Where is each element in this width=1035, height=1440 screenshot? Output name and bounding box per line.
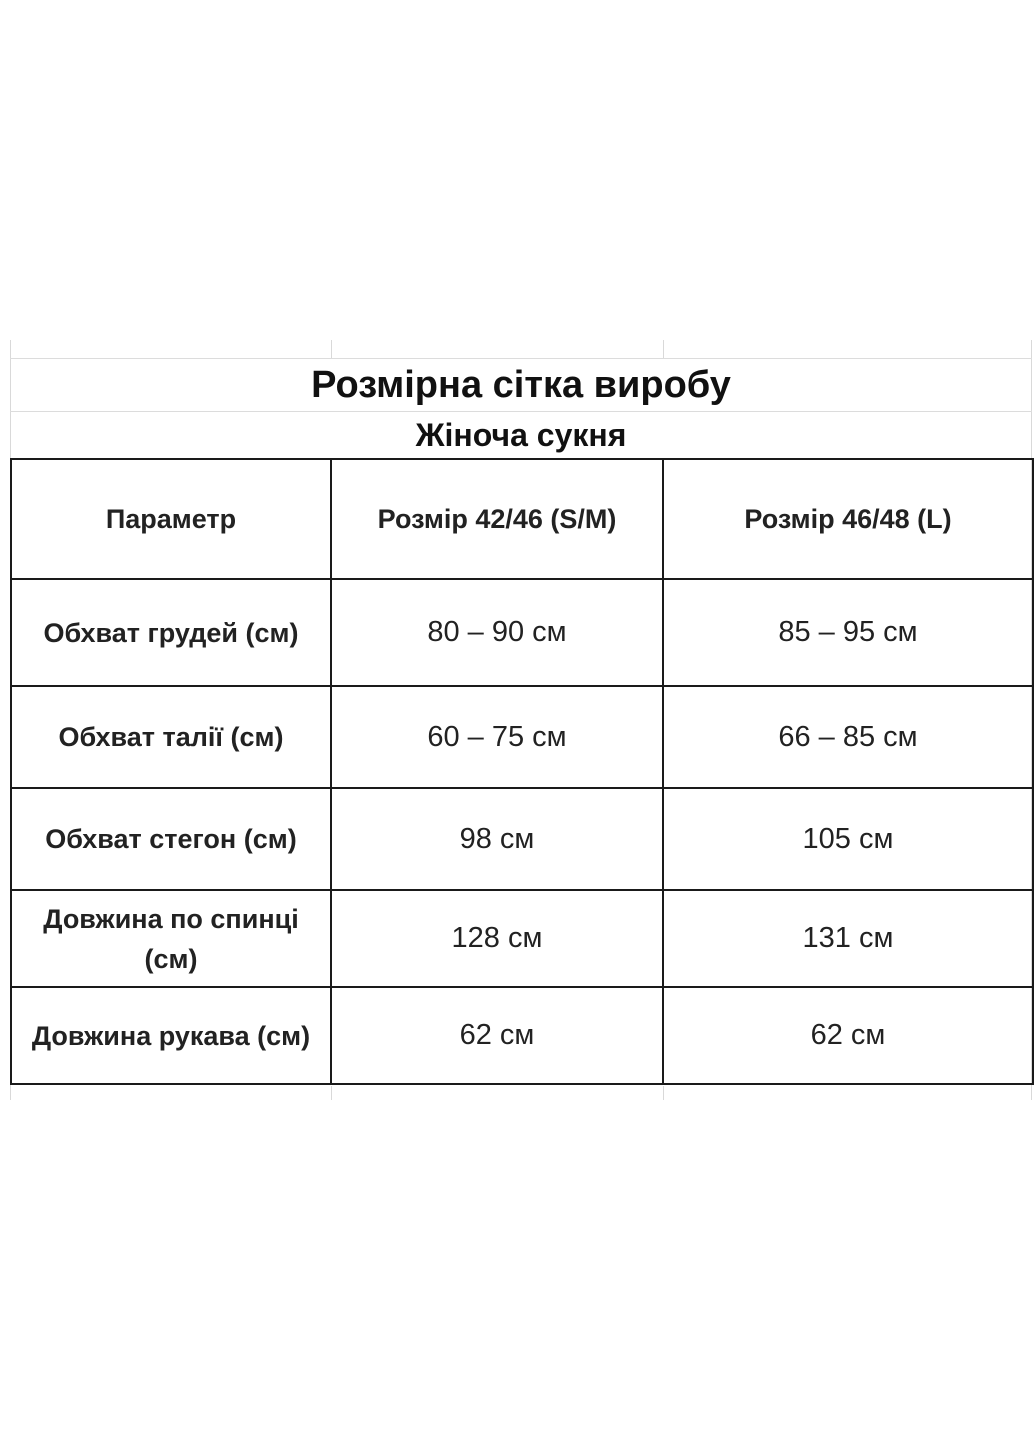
table-row [11, 788, 1033, 890]
row-value-sm: 98 см [331, 788, 663, 890]
page-subtitle: Жіноча сукня [415, 416, 627, 453]
size-table [10, 458, 1034, 1085]
table-header-row [11, 459, 1033, 579]
row-value-l: 62 см [663, 987, 1033, 1084]
grid-line [331, 1086, 332, 1100]
row-parameter: Обхват грудей (см) [11, 579, 331, 686]
row-value-l: 85 – 95 см [663, 579, 1033, 686]
header-parameter: Параметр [11, 459, 331, 579]
row-value-sm: 62 см [331, 987, 663, 1084]
row-parameter: Довжина рукава (см) [11, 987, 331, 1084]
grid-line [663, 340, 664, 358]
row-parameter: Обхват стегон (см) [11, 788, 331, 890]
header-size-sm: Розмір 42/46 (S/M) [331, 459, 663, 579]
header-size-l: Розмір 46/48 (L) [663, 459, 1033, 579]
table-row [11, 987, 1033, 1084]
row-value-sm: 128 см [331, 890, 663, 987]
size-chart-sheet [10, 358, 1032, 1085]
table-row [11, 579, 1033, 686]
row-value-l: 105 см [663, 788, 1033, 890]
grid-line [331, 340, 332, 358]
row-parameter: Довжина по спинці (см) [11, 890, 331, 987]
table-row [11, 890, 1033, 987]
row-value-l: 131 см [663, 890, 1033, 987]
grid-line [663, 1086, 664, 1100]
page-title: Розмірна сітка виробу [10, 358, 1032, 412]
row-value-l: 66 – 85 см [663, 686, 1033, 788]
row-parameter: Обхват талії (см) [11, 686, 331, 788]
row-value-sm: 60 – 75 см [331, 686, 663, 788]
row-value-sm: 80 – 90 см [331, 579, 663, 686]
table-row [11, 686, 1033, 788]
